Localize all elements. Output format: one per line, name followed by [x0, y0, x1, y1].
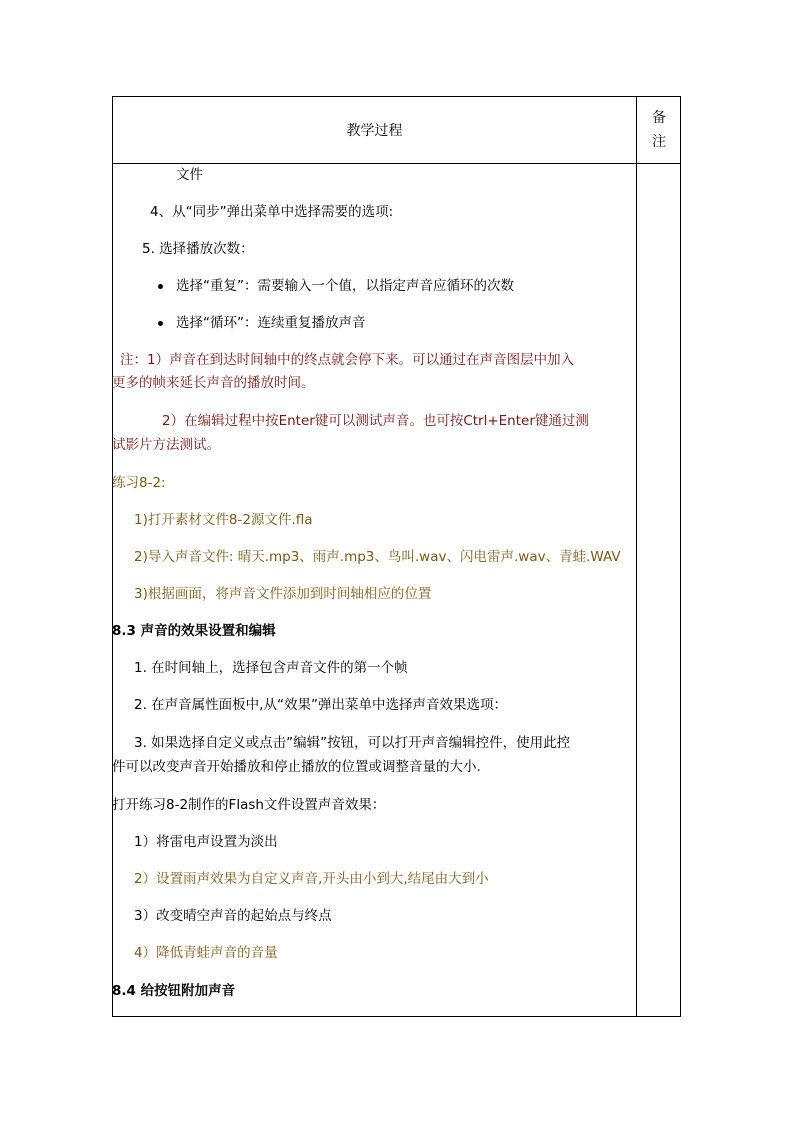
teaching-process-header: 教学过程 [346, 123, 403, 139]
line-note-2a: 2）在编辑过程中按Enter键可以测试声音。也可按Ctrl+Enter键通过测 [162, 413, 589, 429]
line-step-2: 2. 在声音属性面板中,从“效果”弹出菜单中选择声音效果选项： [134, 697, 507, 713]
line-exercise-3: 3)根据画面，将声音文件添加到时间轴相应的位置 [134, 586, 432, 602]
line-practice-3: 3）改变晴空声音的起始点与终点 [134, 908, 332, 924]
line-practice-1: 1）将雷电声设置为淡出 [134, 834, 278, 850]
line-step-3a: 3. 如果选择自定义或点击”编辑”按钮，可以打开声音编辑控件，使用此控 [134, 735, 571, 751]
line-exercise-title: 练习8-2: [112, 475, 166, 491]
line-file: 文件 [176, 167, 203, 183]
line-exercise-2: 2)导入声音文件: 晴天.mp3、雨声.mp3、鸟叫.wav、闪电雷声.wav、青蛙.WAV [134, 549, 621, 565]
line-exercise-1: 1)打开素材文件8-2源文件.fla [134, 512, 313, 528]
line-repeat: 选择“重复”：需要输入一个值，以指定声音应循环的次数 [176, 278, 514, 294]
header-divider [113, 163, 680, 164]
bullet-icon [158, 284, 163, 289]
line-sync-menu: 4、从“同步”弹出菜单中选择需要的选项: [150, 204, 394, 220]
line-note-1b: 更多的帧来延长声音的播放时间。 [112, 375, 315, 391]
line-practice-intro: 打开练习8-2制作的Flash文件设置声音效果： [112, 797, 386, 813]
line-practice-4: 4）降低青蛙声音的音量 [134, 945, 278, 961]
line-select-times: 5. 选择播放次数： [142, 241, 254, 257]
line-step-1: 1. 在时间轴上，选择包含声音文件的第一个帧 [134, 660, 408, 676]
section-heading-8-3: 8.3 声音的效果设置和编辑 [112, 623, 276, 639]
notes-header: 备 注 [652, 110, 666, 150]
section-heading-8-4: 8.4 给按钮附加声音 [112, 983, 236, 999]
bullet-icon [158, 321, 163, 326]
line-practice-2: 2）设置雨声效果为自定义声音,开头由小到大,结尾由大到小 [134, 871, 489, 887]
line-loop: 选择“循环”：连续重复播放声音 [176, 315, 366, 331]
line-step-3b: 件可以改变声音开始播放和停止播放的位置或调整音量的大小. [112, 759, 481, 775]
line-note-2b: 试影片方法测试。 [112, 437, 220, 453]
column-divider [636, 97, 637, 1016]
line-note-1a: 注：1）声音在到达时间轴中的终点就会停下来。可以通过在声音图层中加入 [120, 352, 575, 368]
